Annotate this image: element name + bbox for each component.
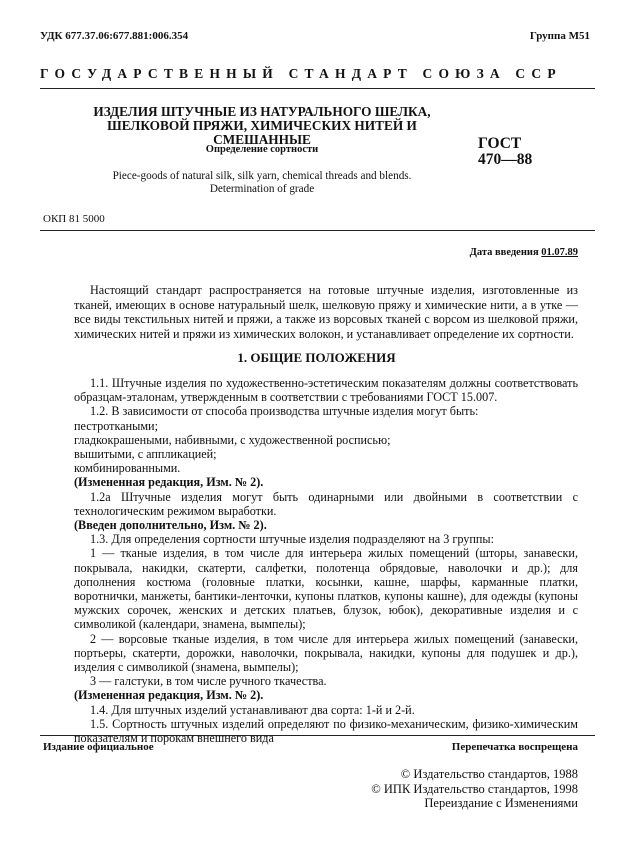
gost-label: ГОСТ [478, 135, 522, 152]
clause-1-3: 1.3. Для определения сортности штучные изделия подразделяют на 3 группы: [90, 532, 494, 547]
list-item: вышитыми, с аппликацией; [74, 447, 217, 462]
section-body [74, 376, 578, 745]
official-edition: Издание официальное [43, 741, 154, 753]
footer-divider [40, 735, 595, 736]
okp-divider [40, 230, 595, 231]
section-title: 1. ОБЩИЕ ПОЛОЖЕНИЯ [237, 350, 396, 365]
effective-date-label: Дата введения [469, 247, 539, 258]
copyright-line-1: © Издательство стандартов, 1988 [400, 767, 578, 781]
title-line-2: ШЕЛКОВОЙ ПРЯЖИ, ХИМИЧЕСКИХ НИТЕЙ И СМЕШАННЫЕ [107, 118, 417, 147]
document-subtitle: Определение сортности [205, 144, 319, 155]
gost-number: 470—88 [478, 151, 533, 168]
clause-1-1: 1.1. Штучные изделия по художественно-эстетическим показателям должны соответствовать образцам-эталонам, утвержденным в соответствии с требованиями ГОСТ 15.007. [74, 376, 578, 405]
title-line-1: ИЗДЕЛИЯ ШТУЧНЫЕ ИЗ НАТУРАЛЬНОГО ШЕЛКА, [93, 104, 431, 119]
group-1: 1 — тканые изделия, в том числе для интерьера жилых помещений (шторы, занавески, покрывала, накидки, скатерти, салфетки, полотенца обрядовые, наволочки и др.); для дополнения костюма (головные платки, косынки, кашне, шарфы, карманные платки, воротнички, манжеты, бантики-ленточки, купоны платков, купоны кашне), для одежды (купоны мужских сорочек, женских и детских платьев, блузок, юбок), декоративные изделия и с символикой (календари, знамена, вымпелы); [74, 546, 578, 632]
english-title-line-1: Piece-goods of natural silk, silk yarn, chemical threads and blends. [112, 170, 412, 182]
state-standard-heading: ГОСУДАРСТВЕННЫЙ СТАНДАРТ СОЮЗА ССР [40, 66, 562, 81]
reprint-prohibited: Перепечатка воспрещена [451, 741, 578, 753]
english-title-line-2: Determination of grade [209, 183, 315, 195]
intro-paragraph [74, 283, 578, 341]
udk-code: УДК 677.37.06:677.881:006.354 [40, 30, 189, 42]
republication-note: Переиздание с Изменениями [424, 796, 578, 810]
intro-text: Настоящий стандарт распространяется на готовые штучные изделия, изготовленные из тканей, имеющих в основе натуральный шелк, шелковую пряжу и химические нити, а в утке — все виды текстильных нитей и пряжи, а также из ворсовых тканей с ворсом из шелковой пряжи, химических нитей и пряжи из химических волокон, и устанавливает определение их сортности. [74, 283, 578, 341]
header-divider [40, 88, 595, 89]
clause-1-4: 1.4. Для штучных изделий устанавливают два сорта: 1-й и 2-й. [90, 702, 415, 717]
group-2: 2 — ворсовые тканые изделия, в том числе для интерьера жилых помещений (занавески, портьеры, скатерти, дорожки, наволочки, покрывала, накидки, купоны для подушек и др.), изделия с символикой (знамена, вымпелы); [74, 631, 578, 675]
clause-1-5: 1.5. Сортность штучных изделий определяют по физико-механическим, физико-химическим показателям и порокам внешнего вида [74, 716, 578, 746]
group-3: 3 — галстуки, в том числе ручного ткачества. [90, 674, 327, 689]
effective-date-value: 01.07.89 [541, 247, 578, 258]
amendment-note: (Введен дополнительно, Изм. № 2). [74, 518, 267, 533]
copyright-block [371, 767, 578, 811]
group-code: Группа М51 [529, 30, 590, 42]
list-item: пестроткаными; [74, 418, 158, 433]
copyright-line-2: © ИПК Издательство стандартов, 1998 [371, 781, 578, 796]
clause-1-2a: 1.2а Штучные изделия могут быть одинарными или двойными в соответствии с технологическим режимом выработки. [74, 489, 578, 518]
list-item: гладкокрашеными, набивными, с художественной росписью; [74, 432, 391, 447]
english-title [62, 170, 462, 196]
list-item: комбинированными. [74, 461, 181, 476]
amendment-note: (Измененная редакция, Изм. № 2). [74, 688, 264, 703]
document-title [62, 105, 462, 147]
clause-1-2: 1.2. В зависимости от способа производства штучные изделия могут быть: [90, 404, 479, 419]
amendment-note: (Измененная редакция, Изм. № 2). [74, 475, 264, 490]
effective-date [470, 247, 578, 258]
okp-code: ОКП 81 5000 [43, 213, 105, 225]
gost-designation [478, 136, 532, 168]
